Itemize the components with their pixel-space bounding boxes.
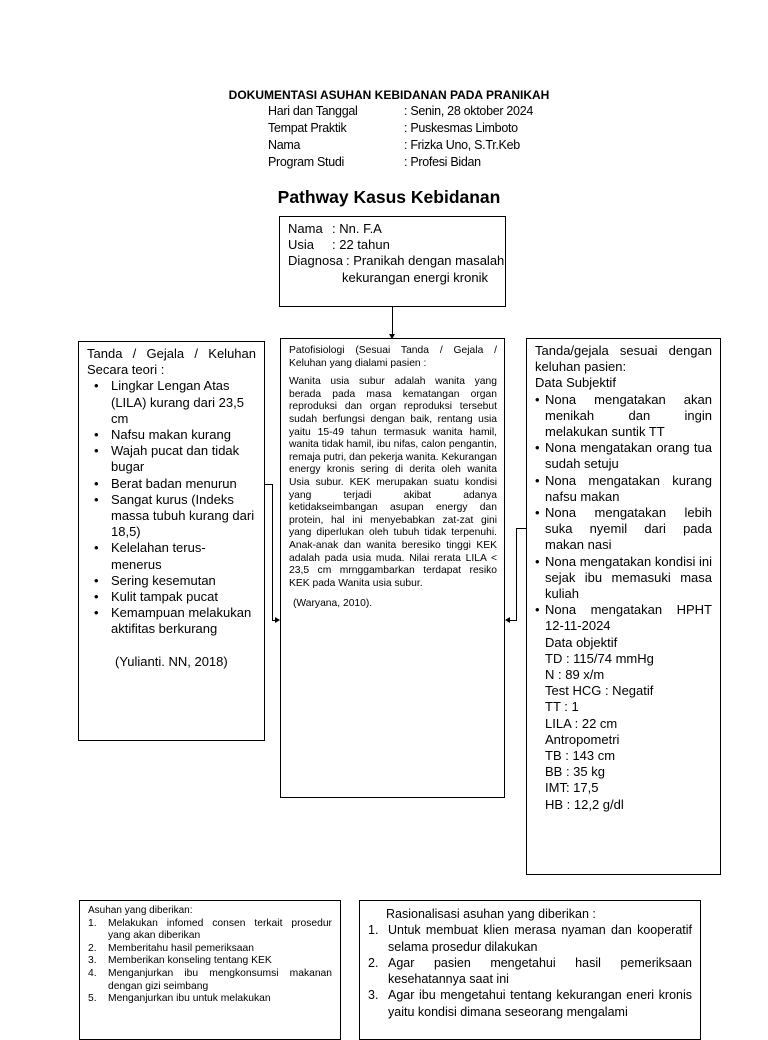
item-number: 3.	[368, 988, 379, 1003]
connector-line	[516, 528, 517, 621]
list-item	[368, 922, 692, 955]
item-number: 1.	[368, 923, 379, 938]
header-label: Program Studi	[268, 155, 344, 169]
rationale-heading: Rasionalisasi asuhan yang diberikan :	[386, 907, 596, 921]
pathophysiology-heading: Patofisiologi (Sesuai Tanda / Gejala / Keluhan yang dialami pasien :	[289, 345, 497, 369]
objective-item: HB : 12,2 g/dl	[545, 796, 624, 812]
care-list	[88, 918, 332, 1006]
subjective-label: Data Subjektif	[535, 375, 616, 391]
list-item: • Nona mengatakan HPHT 12-11-2024	[535, 602, 712, 634]
item-number: 1.	[88, 917, 97, 929]
item-number: 2.	[368, 955, 379, 970]
patient-diagnosis-label: Diagnosa	[288, 253, 343, 269]
pathophysiology-box	[280, 338, 505, 798]
item-number: 5.	[88, 993, 97, 1005]
objective-label: Data objektif	[545, 634, 618, 650]
list-item: • Berat badan menurun	[87, 476, 256, 492]
patient-name-value: : Nn. F.A	[332, 221, 382, 236]
rationale-list	[368, 922, 692, 1020]
list-item: • Wajah pucat dan tidak bugar	[87, 443, 256, 475]
objective-item: LILA : 22 cm	[545, 715, 618, 731]
list-item: • Nona mengatakan akan menikah dan ingin melakukan suntik TT	[535, 392, 712, 441]
objective-item: Antropometri	[545, 731, 620, 747]
objective-item: BB : 35 kg	[545, 764, 605, 780]
patient-name-row	[288, 221, 505, 237]
list-item: • Kemampuan melakukan aktifitas berkurang	[87, 605, 256, 637]
connector-line	[516, 528, 526, 529]
header-label: Nama	[268, 138, 301, 152]
list-item: • Kulit tampak pucat	[87, 589, 256, 605]
item-text: Memberikan konseling tentang KEK	[108, 955, 272, 967]
header-row-name	[268, 138, 520, 152]
rationale-box	[359, 900, 701, 1040]
objective-item: N : 89 x/m	[545, 667, 605, 683]
objective-item: TT : 1	[545, 699, 579, 715]
header-label: Hari dan Tanggal	[268, 104, 358, 118]
header-row-program	[268, 155, 481, 169]
list-item: • Kelelahan terus-menerus	[87, 540, 256, 572]
theory-citation: (Yulianti. NN, 2018)	[115, 653, 228, 669]
patient-age-label: Usia	[288, 237, 315, 253]
patient-diagnosis-value: : Pranikah dengan masalah	[346, 253, 505, 269]
list-item: • Lingkar Lengan Atas (LILA) kurang dari 23,5 cm	[87, 378, 256, 427]
objective-data	[535, 635, 712, 813]
patient-signs-heading: Tanda/gejala sesuai dengan keluhan pasien:	[535, 343, 712, 375]
header-label: Tempat Praktik	[268, 121, 347, 135]
list-item: • Nona mengatakan kurang nafsu makan	[535, 473, 712, 505]
patient-signs-box	[526, 338, 721, 875]
list-item: • Sering kesemutan	[87, 573, 256, 589]
connector-line	[509, 620, 517, 621]
connector-line	[272, 484, 273, 621]
item-text: Agar ibu mengetahui tentang kekurangan eneri kronis yaitu kondisi dimana seseorang mengalami	[388, 988, 692, 1019]
item-text: Untuk membuat klien merasa nyaman dan kooperatif selama prosedur dilakukan	[388, 923, 692, 954]
item-text: Memberitahu hasil pemeriksaan	[108, 942, 254, 954]
item-text: Agar pasien mengetahui hasil pemeriksaan kesehatannya saat ini	[388, 955, 692, 987]
item-text: Menganjurkan ibu untuk melakukan	[108, 993, 271, 1005]
header-row-date	[268, 104, 534, 118]
header-value: : Frizka Uno, S.Tr.Keb	[404, 138, 520, 152]
item-number: 2.	[88, 942, 97, 954]
list-item: • Nona mengatakan orang tua sudah setuju	[535, 440, 712, 472]
patient-diagnosis-row	[288, 253, 505, 269]
pathophysiology-citation: (Waryana, 2010).	[293, 598, 373, 610]
arrow-left-icon	[505, 617, 510, 623]
list-item	[88, 968, 332, 993]
connector-line	[392, 307, 393, 337]
objective-item: Test HCG : Negatif	[545, 683, 654, 699]
care-heading: Asuhan yang diberikan:	[88, 905, 193, 916]
list-item	[368, 955, 692, 988]
list-item: • Nona mengatakan lebih suka nyemil dari pada makan nasi	[535, 505, 712, 554]
patient-age-row	[288, 237, 505, 253]
patient-name-label: Nama	[288, 221, 323, 236]
care-given-box	[79, 900, 341, 1040]
theory-heading: Tanda / Gejala / Keluhan Secara teori :	[87, 346, 256, 378]
list-item: • Sangat kurus (Indeks massa tubuh kurang dari 18,5)	[87, 492, 256, 541]
header-value: : Puskesmas Limboto	[404, 121, 518, 135]
header-row-place	[268, 121, 518, 135]
document-title: DOKUMENTASI ASUHAN KEBIDANAN PADA PRANIKAH	[228, 88, 550, 102]
list-item: • Nona mengatakan kondisi ini sejak ibu memasuki masa kuliah	[535, 554, 712, 603]
list-item	[88, 955, 332, 968]
patient-age-value: : 22 tahun	[332, 237, 390, 253]
objective-item: TB : 143 cm	[545, 748, 616, 764]
patient-info-box	[279, 216, 506, 307]
item-number: 4.	[88, 967, 97, 979]
list-item	[368, 987, 692, 1020]
item-text: Melakukan infomed consen terkait prosedur yang akan diberikan	[108, 917, 332, 942]
list-item	[88, 993, 332, 1006]
pathway-title: Pathway Kasus Kebidanan	[277, 187, 501, 207]
header-value: : Senin, 28 oktober 2024	[404, 104, 534, 118]
list-item	[88, 943, 332, 956]
pathophysiology-body: Wanita usia subur adalah wanita yang berada pada masa kematangan organ reproduksi dan organ reproduksi tersebut sudah berfungsi dengan baik, rentang usia yaitu 15-49 tahun termasuk wanita hamil, wanita tidak hamil, ibu nifas, calon pengantin, remaja putri, dan pekerja wanita. Kekurangan energy kronis sering di derita oleh wanita Usia subur. KEK merupakan suatu kondisi yang terjadi akibat adanya ketidakseimbangan asupan energy dan protein, hal ini menyebabkan zat-zat gini yang diperlukan oleh tubuh tidak terpenuhi. Anak-anak dan wanita beresiko tinggi KEK adalah pada usia muda. Nilai rerata LILA < 23,5 cm mrnggambarkan terdapat resiko KEK pada Wanita usia subur.	[289, 376, 497, 589]
theory-list	[87, 378, 256, 637]
list-item	[88, 918, 332, 943]
objective-item: TD : 115/74 mmHg	[545, 650, 654, 666]
objective-item: IMT: 17,5	[545, 780, 599, 796]
subjective-list	[535, 392, 712, 635]
patient-diagnosis-value-cont: kekurangan energi kronik	[342, 269, 488, 285]
theory-signs-box	[78, 341, 265, 741]
list-item: • Nafsu makan kurang	[87, 427, 256, 443]
item-number: 3.	[88, 955, 97, 967]
item-text: Menganjurkan ibu mengkonsumsi makanan dengan gizi seimbang	[108, 967, 332, 992]
header-value: : Profesi Bidan	[404, 155, 481, 169]
